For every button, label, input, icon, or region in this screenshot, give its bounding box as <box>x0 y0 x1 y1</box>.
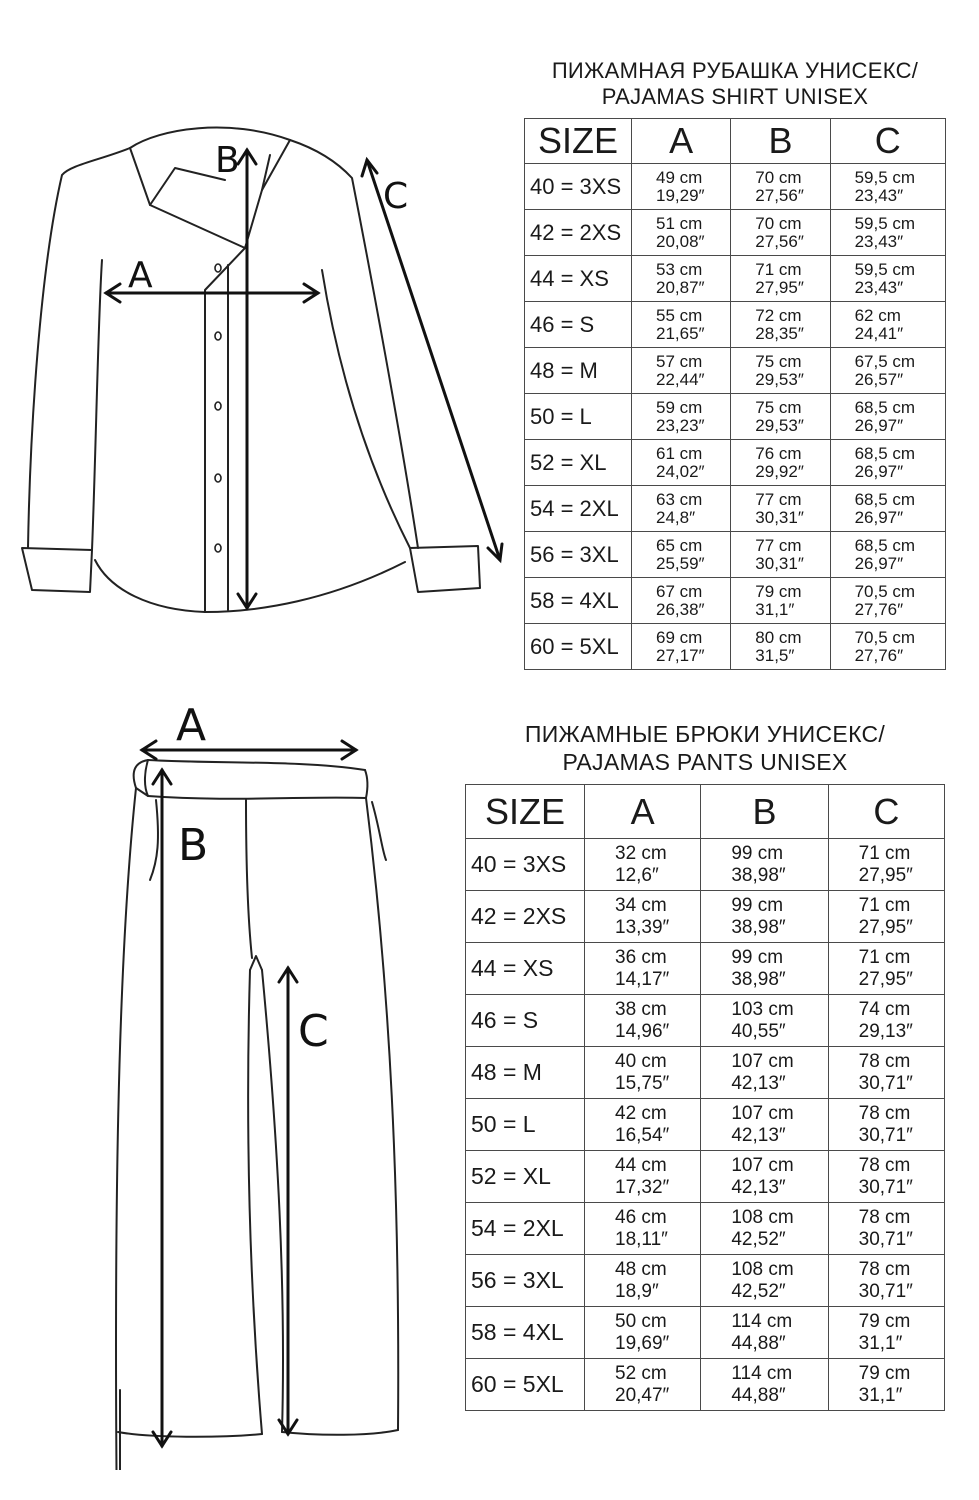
value-inch: 27,56″ <box>755 231 804 251</box>
measure-cell-a <box>585 1255 701 1307</box>
shirt-sketch <box>0 0 520 640</box>
pants-sketch <box>0 690 470 1470</box>
measure-cell-a <box>632 486 731 532</box>
measure-cell-b <box>701 1255 828 1307</box>
measure-cell-c <box>830 394 945 440</box>
size-cell: 52 = XL <box>466 1151 585 1203</box>
value-cm: 53 cm <box>656 259 703 279</box>
measure-cell-b <box>731 532 830 578</box>
value-inch: 44,88″ <box>731 1332 786 1354</box>
value-inch: 26,97″ <box>854 461 904 481</box>
value-cm: 46 cm <box>615 1206 667 1228</box>
measure-cell-b <box>701 1359 828 1411</box>
value-inch: 23,43″ <box>854 231 904 251</box>
value-inch: 15,75″ <box>615 1072 670 1094</box>
size-cell: 42 = 2XS <box>525 210 632 256</box>
value-cm: 62 cm <box>854 305 901 325</box>
pants-title-en: PAJAMAS PANTS UNISEX <box>562 749 848 775</box>
value-cm: 65 cm <box>656 535 703 555</box>
measure-cell-a <box>585 943 701 995</box>
value-inch: 30,71″ <box>858 1072 913 1094</box>
value-cm: 71 cm <box>858 946 911 968</box>
value-cm: 71 cm <box>858 894 911 916</box>
value-cm: 71 cm <box>755 259 802 279</box>
value-inch: 26,38″ <box>656 599 705 619</box>
size-cell: 58 = 4XL <box>466 1307 585 1359</box>
measure-cell-b <box>731 210 830 256</box>
value-inch: 42,52″ <box>731 1228 786 1250</box>
value-inch: 30,71″ <box>858 1228 913 1250</box>
measure-cell-c <box>830 440 945 486</box>
value-inch: 17,32″ <box>615 1176 670 1198</box>
measure-cell-a <box>632 532 731 578</box>
table-row <box>466 1359 945 1411</box>
table-row <box>466 943 945 995</box>
value-cm: 79 cm <box>858 1310 911 1332</box>
value-inch: 20,08″ <box>656 231 705 251</box>
value-cm: 34 cm <box>615 894 667 916</box>
header-b: B <box>731 119 830 164</box>
size-cell: 40 = 3XS <box>466 839 585 891</box>
table-row <box>466 1151 945 1203</box>
measure-cell-b <box>701 891 828 943</box>
shirt-label-a: A <box>128 255 153 296</box>
measure-cell-c <box>830 578 945 624</box>
measure-cell-a <box>585 1203 701 1255</box>
table-row <box>525 532 946 578</box>
value-inch: 18,11″ <box>615 1228 668 1250</box>
value-inch: 27,95″ <box>858 916 913 938</box>
value-inch: 23,43″ <box>854 185 904 205</box>
measure-cell-c <box>828 1307 944 1359</box>
value-inch: 16,54″ <box>615 1124 670 1146</box>
value-cm: 70,5 cm <box>854 627 916 647</box>
value-inch: 24,8″ <box>656 507 696 527</box>
value-cm: 99 cm <box>731 842 784 864</box>
value-cm: 76 cm <box>755 443 802 463</box>
measure-cell-a <box>632 256 731 302</box>
value-cm: 114 cm <box>731 1362 793 1384</box>
measure-cell-a <box>585 839 701 891</box>
size-cell: 44 = XS <box>466 943 585 995</box>
value-cm: 68,5 cm <box>854 443 916 463</box>
measure-cell-c <box>828 891 944 943</box>
measure-cell-c <box>828 1099 944 1151</box>
value-cm: 70 cm <box>755 213 802 233</box>
pants-label-b: B <box>178 820 209 871</box>
header-a: A <box>585 785 701 839</box>
measure-cell-b <box>731 440 830 486</box>
value-cm: 79 cm <box>755 581 802 601</box>
value-inch: 13,39″ <box>615 916 670 938</box>
value-inch: 25,59″ <box>656 553 705 573</box>
measure-cell-b <box>731 164 830 210</box>
size-cell: 60 = 5XL <box>525 624 632 670</box>
measure-cell-b <box>701 1047 828 1099</box>
measure-cell-c <box>830 302 945 348</box>
measure-cell-c <box>830 348 945 394</box>
value-inch: 27,17″ <box>656 645 705 665</box>
value-cm: 59,5 cm <box>854 213 916 233</box>
value-inch: 14,96″ <box>615 1020 670 1042</box>
value-cm: 79 cm <box>858 1362 911 1384</box>
value-inch: 42,52″ <box>731 1280 786 1302</box>
value-inch: 29,92″ <box>755 461 804 481</box>
value-inch: 12,6″ <box>615 864 659 886</box>
value-inch: 42,13″ <box>731 1176 786 1198</box>
measure-cell-c <box>830 256 945 302</box>
value-inch: 27,95″ <box>858 864 913 886</box>
value-inch: 26,97″ <box>854 553 904 573</box>
size-cell: 56 = 3XL <box>525 532 632 578</box>
shirt-arrow-c <box>362 160 502 560</box>
value-inch: 26,57″ <box>854 369 904 389</box>
measure-cell-a <box>632 302 731 348</box>
measure-cell-b <box>731 348 830 394</box>
table-header-row <box>525 119 946 164</box>
measure-cell-b <box>731 578 830 624</box>
value-cm: 78 cm <box>858 1154 911 1176</box>
value-cm: 77 cm <box>755 489 802 509</box>
measure-cell-a <box>585 995 701 1047</box>
shirt-size-table <box>524 118 946 670</box>
shirt-drawing <box>0 0 520 640</box>
pants-drawing <box>0 690 470 1470</box>
value-cm: 75 cm <box>755 351 802 371</box>
measure-cell-c <box>830 486 945 532</box>
header-a: A <box>632 119 731 164</box>
pants-arrow-c <box>279 968 297 1434</box>
shirt-title <box>524 58 946 110</box>
value-inch: 18,9″ <box>615 1280 659 1302</box>
header-c: C <box>828 785 944 839</box>
size-cell: 50 = L <box>466 1099 585 1151</box>
pants-size-table <box>465 784 945 1411</box>
table-row <box>525 348 946 394</box>
measure-cell-a <box>632 578 731 624</box>
size-cell: 42 = 2XS <box>466 891 585 943</box>
value-cm: 108 cm <box>731 1206 794 1228</box>
measure-cell-a <box>585 1099 701 1151</box>
table-row <box>525 302 946 348</box>
size-cell: 48 = M <box>466 1047 585 1099</box>
value-cm: 59,5 cm <box>854 167 916 187</box>
size-cell: 60 = 5XL <box>466 1359 585 1411</box>
measure-cell-c <box>830 210 945 256</box>
value-inch: 42,13″ <box>731 1124 786 1146</box>
value-inch: 26,97″ <box>854 415 904 435</box>
value-inch: 44,88″ <box>731 1384 786 1406</box>
measure-cell-a <box>585 891 701 943</box>
value-inch: 30,31″ <box>755 507 804 527</box>
value-cm: 68,5 cm <box>854 489 916 509</box>
table-row <box>466 1307 945 1359</box>
pants-arrow-a <box>142 741 356 759</box>
value-cm: 44 cm <box>615 1154 667 1176</box>
size-cell: 50 = L <box>525 394 632 440</box>
value-inch: 31,5″ <box>755 645 795 665</box>
measure-cell-a <box>632 164 731 210</box>
value-cm: 78 cm <box>858 1206 911 1228</box>
value-cm: 57 cm <box>656 351 703 371</box>
table-row <box>466 995 945 1047</box>
measure-cell-b <box>701 839 828 891</box>
size-cell: 54 = 2XL <box>466 1203 585 1255</box>
measure-cell-c <box>828 839 944 891</box>
value-cm: 63 cm <box>656 489 703 509</box>
measure-cell-b <box>731 486 830 532</box>
value-cm: 78 cm <box>858 1258 911 1280</box>
value-inch: 38,98″ <box>731 916 786 938</box>
value-inch: 31,1″ <box>755 599 795 619</box>
value-inch: 21,65″ <box>656 323 705 343</box>
button-dot <box>215 264 221 272</box>
measure-cell-b <box>731 624 830 670</box>
value-inch: 23,43″ <box>854 277 904 297</box>
measure-cell-c <box>828 1203 944 1255</box>
value-cm: 108 cm <box>731 1258 794 1280</box>
value-cm: 99 cm <box>731 946 784 968</box>
size-cell: 56 = 3XL <box>466 1255 585 1307</box>
measure-cell-b <box>701 1151 828 1203</box>
table-row <box>466 839 945 891</box>
table-row <box>525 486 946 532</box>
value-cm: 67 cm <box>656 581 703 601</box>
value-inch: 27,76″ <box>854 645 904 665</box>
value-cm: 36 cm <box>615 946 667 968</box>
value-cm: 78 cm <box>858 1102 911 1124</box>
measure-cell-b <box>701 1307 828 1359</box>
value-cm: 77 cm <box>755 535 802 555</box>
measure-cell-a <box>585 1151 701 1203</box>
value-inch: 30,31″ <box>755 553 804 573</box>
measure-cell-c <box>828 1151 944 1203</box>
value-inch: 28,35″ <box>755 323 804 343</box>
value-cm: 40 cm <box>615 1050 667 1072</box>
table-row <box>466 891 945 943</box>
shirt-label-c: C <box>383 176 409 217</box>
measure-cell-b <box>731 302 830 348</box>
pants-title <box>465 720 945 776</box>
value-inch: 42,13″ <box>731 1072 786 1094</box>
value-inch: 22,44″ <box>656 369 705 389</box>
table-row <box>525 210 946 256</box>
value-inch: 29,53″ <box>755 415 804 435</box>
pants-label-c: C <box>298 1006 329 1057</box>
shirt-title-en: PAJAMAS SHIRT UNISEX <box>601 84 869 109</box>
pants-label-a: A <box>176 700 207 751</box>
measure-cell-c <box>828 1255 944 1307</box>
value-cm: 107 cm <box>731 1102 794 1124</box>
value-inch: 29,53″ <box>755 369 804 389</box>
table-header-row <box>466 785 945 839</box>
size-cell: 46 = S <box>466 995 585 1047</box>
value-cm: 70 cm <box>755 167 802 187</box>
value-inch: 38,98″ <box>731 864 786 886</box>
measure-cell-b <box>731 256 830 302</box>
value-cm: 68,5 cm <box>854 397 916 417</box>
measure-cell-b <box>731 394 830 440</box>
value-inch: 19,69″ <box>615 1332 670 1354</box>
size-cell: 54 = 2XL <box>525 486 632 532</box>
value-cm: 103 cm <box>731 998 794 1020</box>
measure-cell-a <box>632 210 731 256</box>
value-cm: 75 cm <box>755 397 802 417</box>
measure-cell-c <box>828 995 944 1047</box>
measure-cell-a <box>585 1307 701 1359</box>
value-inch: 27,95″ <box>858 968 913 990</box>
value-cm: 55 cm <box>656 305 703 325</box>
table-row <box>466 1255 945 1307</box>
size-cell: 44 = XS <box>525 256 632 302</box>
value-inch: 38,98″ <box>731 968 786 990</box>
measure-cell-c <box>828 1359 944 1411</box>
value-inch: 31,1″ <box>858 1384 903 1406</box>
header-b: B <box>701 785 828 839</box>
header-size: SIZE <box>525 119 632 164</box>
value-cm: 49 cm <box>656 167 703 187</box>
value-inch: 14,17″ <box>615 968 670 990</box>
value-cm: 78 cm <box>858 1050 911 1072</box>
value-inch: 19,29″ <box>656 185 705 205</box>
header-size: SIZE <box>466 785 585 839</box>
value-cm: 48 cm <box>615 1258 667 1280</box>
measure-cell-b <box>701 995 828 1047</box>
size-cell: 46 = S <box>525 302 632 348</box>
table-row <box>466 1047 945 1099</box>
measure-cell-b <box>701 1099 828 1151</box>
value-cm: 107 cm <box>731 1154 794 1176</box>
measure-cell-a <box>632 394 731 440</box>
size-cell: 48 = M <box>525 348 632 394</box>
value-cm: 67,5 cm <box>854 351 916 371</box>
size-cell: 58 = 4XL <box>525 578 632 624</box>
measure-cell-c <box>828 1047 944 1099</box>
value-inch: 24,41″ <box>854 323 904 343</box>
pants-arrow-b <box>153 770 171 1446</box>
value-cm: 80 cm <box>755 627 802 647</box>
button-dot <box>215 402 221 410</box>
value-cm: 51 cm <box>656 213 703 233</box>
value-inch: 23,23″ <box>656 415 705 435</box>
table-row <box>525 578 946 624</box>
value-cm: 59,5 cm <box>854 259 916 279</box>
value-cm: 42 cm <box>615 1102 667 1124</box>
measure-cell-b <box>701 943 828 995</box>
size-cell: 40 = 3XS <box>525 164 632 210</box>
value-inch: 40,55″ <box>731 1020 786 1042</box>
measure-cell-a <box>585 1047 701 1099</box>
button-dot <box>215 474 221 482</box>
value-cm: 72 cm <box>755 305 802 325</box>
value-inch: 24,02″ <box>656 461 705 481</box>
size-cell: 52 = XL <box>525 440 632 486</box>
value-cm: 50 cm <box>615 1310 667 1332</box>
value-cm: 32 cm <box>615 842 667 864</box>
shirt-title-ru: ПИЖАМНАЯ РУБАШКА УНИСЕКС/ <box>551 58 919 83</box>
measure-cell-a <box>632 348 731 394</box>
shirt-label-b: B <box>215 140 240 181</box>
table-row <box>525 164 946 210</box>
table-row <box>525 256 946 302</box>
value-inch: 27,76″ <box>854 599 904 619</box>
value-inch: 20,87″ <box>656 277 705 297</box>
value-cm: 61 cm <box>656 443 703 463</box>
value-inch: 30,71″ <box>858 1176 913 1198</box>
value-cm: 38 cm <box>615 998 667 1020</box>
measure-cell-c <box>830 164 945 210</box>
table-row <box>525 394 946 440</box>
value-cm: 107 cm <box>731 1050 794 1072</box>
value-cm: 99 cm <box>731 894 784 916</box>
button-dot <box>215 544 221 552</box>
value-cm: 114 cm <box>731 1310 793 1332</box>
value-inch: 29,13″ <box>858 1020 913 1042</box>
value-cm: 52 cm <box>615 1362 667 1384</box>
table-row <box>466 1099 945 1151</box>
header-c: C <box>830 119 945 164</box>
measure-cell-a <box>632 624 731 670</box>
value-inch: 20,47″ <box>615 1384 670 1406</box>
table-row <box>525 440 946 486</box>
value-cm: 70,5 cm <box>854 581 916 601</box>
measure-cell-a <box>632 440 731 486</box>
measure-cell-c <box>830 624 945 670</box>
value-cm: 69 cm <box>656 627 703 647</box>
measure-cell-c <box>828 943 944 995</box>
value-cm: 74 cm <box>858 998 911 1020</box>
value-inch: 30,71″ <box>858 1124 913 1146</box>
value-inch: 26,97″ <box>854 507 904 527</box>
button-dot <box>215 332 221 340</box>
value-cm: 71 cm <box>858 842 911 864</box>
table-row <box>525 624 946 670</box>
value-cm: 59 cm <box>656 397 703 417</box>
value-inch: 31,1″ <box>858 1332 903 1354</box>
pants-title-ru: ПИЖАМНЫЕ БРЮКИ УНИСЕКС/ <box>524 721 886 747</box>
measure-cell-c <box>830 532 945 578</box>
measure-cell-b <box>701 1203 828 1255</box>
value-cm: 68,5 cm <box>854 535 916 555</box>
value-inch: 27,95″ <box>755 277 804 297</box>
measure-cell-a <box>585 1359 701 1411</box>
value-inch: 27,56″ <box>755 185 804 205</box>
table-row <box>466 1203 945 1255</box>
value-inch: 30,71″ <box>858 1280 913 1302</box>
